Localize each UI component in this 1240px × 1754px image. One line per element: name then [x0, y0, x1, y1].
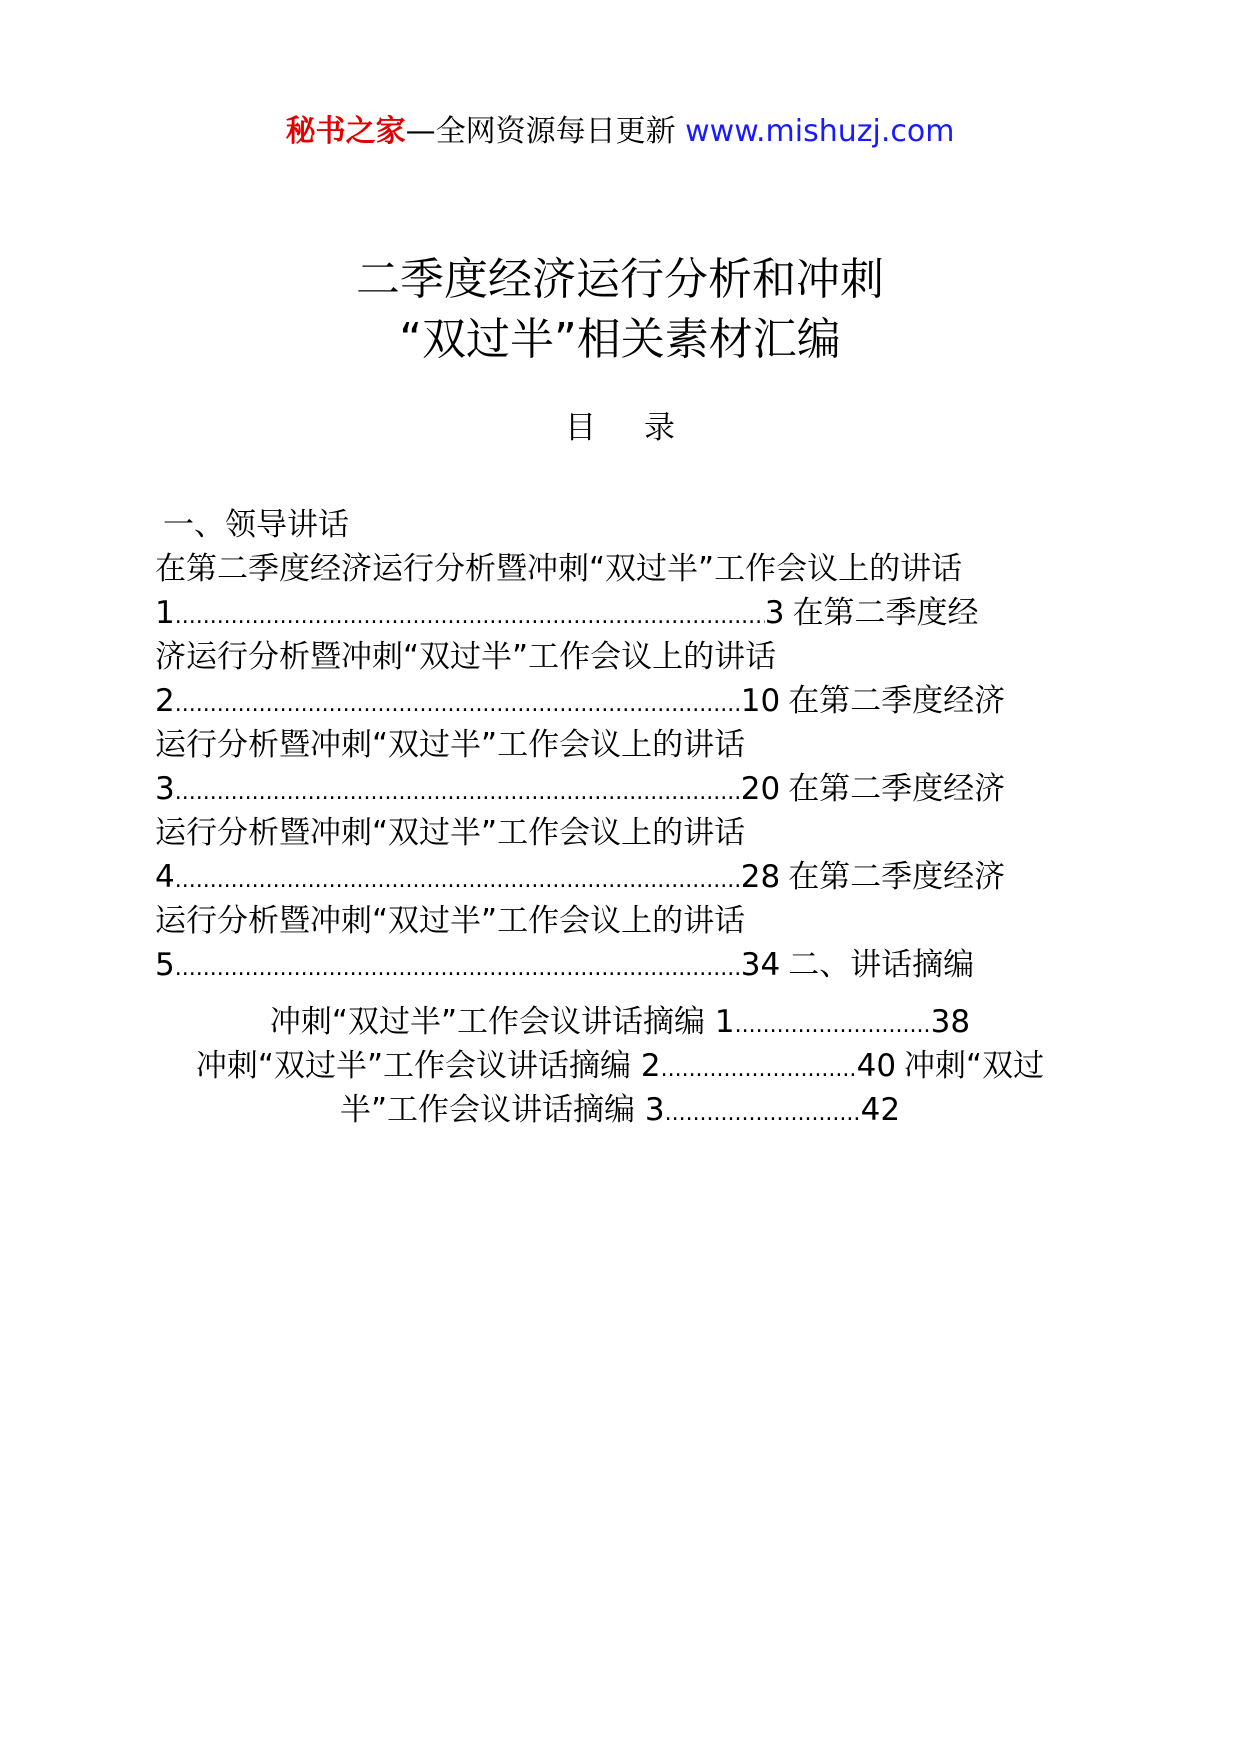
toc-page-number: 20	[740, 771, 781, 807]
toc-entry-line[interactable]	[0, 1088, 1240, 1132]
toc-entry-text: 冲刺“双过半”工作会议讲话摘编 1	[269, 1004, 735, 1040]
section-leader-speeches: 一、领导讲话	[163, 507, 349, 543]
toc-entry-text: 济运行分析暨冲刺“双过半”工作会议上的讲话	[155, 639, 777, 675]
toc-page-number: 34	[740, 947, 781, 983]
toc-entry-text: 冲刺“双过半”工作会议讲话摘编 2	[195, 1048, 661, 1084]
header-slogan: —全网资源每日更新	[405, 114, 676, 149]
toc-entry-line[interactable]	[155, 679, 1095, 723]
toc-entry-text: 在第二季度经济	[788, 771, 1006, 807]
toc-page-number: 40	[856, 1048, 897, 1084]
toc-entry-number: 3	[155, 771, 175, 807]
toc-text-line	[155, 547, 1095, 591]
toc-entry-text: 在第二季度经	[792, 595, 979, 631]
toc-entry-text: 冲刺“双过	[904, 1048, 1045, 1084]
table-of-contents-part-2	[0, 1000, 1240, 1132]
brand-name: 秘书之家	[285, 114, 406, 149]
dot-leader	[175, 679, 741, 727]
dot-leader	[175, 943, 741, 991]
toc-page-number: 28	[740, 859, 781, 895]
section-speech-excerpts: 二、讲话摘编	[788, 947, 975, 983]
toc-entry-text: 在第二季度经济运行分析暨冲刺“双过半”工作会议上的讲话	[155, 551, 963, 587]
dot-leader	[661, 1044, 857, 1092]
title-line-2: “双过半”相关素材汇编	[399, 314, 841, 365]
document-title	[0, 250, 1240, 370]
toc-entry-text: 运行分析暨冲刺“双过半”工作会议上的讲话	[155, 727, 746, 763]
toc-text-line	[155, 635, 1095, 679]
dot-leader	[735, 1000, 931, 1048]
toc-text-line	[155, 899, 1095, 943]
toc-heading: 目录	[565, 410, 723, 446]
toc-page-number: 42	[860, 1092, 901, 1128]
toc-entry-number: 1	[155, 595, 175, 631]
toc-text-line	[155, 723, 1095, 767]
table-of-contents	[155, 503, 1095, 987]
title-line-1: 二季度经济运行分析和冲刺	[356, 254, 884, 305]
toc-text-line	[155, 811, 1095, 855]
toc-entry-line[interactable]	[155, 767, 1095, 811]
toc-page-number: 3	[764, 595, 785, 631]
toc-page-number: 38	[930, 1004, 971, 1040]
dot-leader	[175, 767, 741, 815]
site-url-link[interactable]: www.mishuzj.com	[685, 114, 955, 149]
toc-entry-number: 4	[155, 859, 175, 895]
toc-entry-line[interactable]	[155, 591, 1095, 635]
toc-entry-text: 运行分析暨冲刺“双过半”工作会议上的讲话	[155, 903, 746, 939]
dot-leader	[175, 855, 741, 903]
dot-leader	[665, 1088, 861, 1136]
toc-entry-text: 半”工作会议讲话摘编 3	[339, 1092, 665, 1128]
toc-entry-text: 在第二季度经济	[788, 683, 1006, 719]
dot-leader	[175, 591, 765, 639]
toc-entry-line[interactable]	[0, 1000, 1240, 1044]
toc-entry-number: 5	[155, 947, 175, 983]
page-header	[0, 112, 1240, 152]
toc-entry-line[interactable]	[0, 1044, 1240, 1088]
toc-entry-line[interactable]	[155, 855, 1095, 899]
toc-entry-text: 在第二季度经济	[788, 859, 1006, 895]
toc-entry-text: 运行分析暨冲刺“双过半”工作会议上的讲话	[155, 815, 746, 851]
toc-page-number: 10	[740, 683, 781, 719]
toc-entry-line[interactable]	[155, 943, 1095, 987]
toc-entry-number: 2	[155, 683, 175, 719]
